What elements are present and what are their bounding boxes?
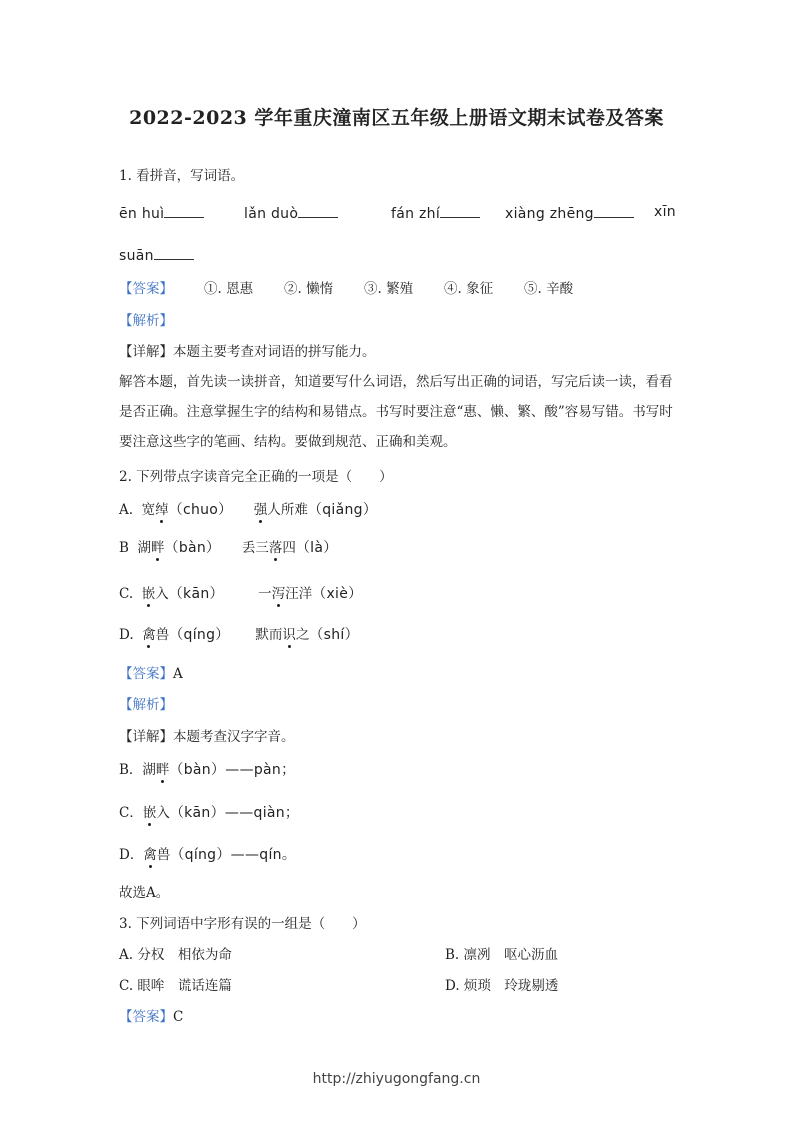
q1-answer-row — [119, 280, 173, 298]
q3-option-c: C. 眼哞 谎话连篇 — [119, 978, 232, 994]
q1-pinyin-5: xīn — [654, 204, 676, 220]
q1-pinyin-5-cont: suān — [119, 245, 194, 265]
q3-option-a: A. 分权 相依为命 — [119, 947, 232, 963]
footer-url: http://zhiyugongfang.cn — [312, 1071, 481, 1087]
q1-pinyin-2: lǎn duò — [244, 203, 338, 223]
answer-tag: 【答案】 — [119, 281, 173, 297]
q1-stem: 1. 看拼音，写词语。 — [119, 168, 245, 184]
q2-option-d: D. 禽兽（qíng） 默而识之（shí） — [119, 627, 359, 643]
q1-analysis-tag: 【解析】 — [119, 313, 173, 329]
q2-detail: 【详解】本题考查汉字字音。 — [119, 729, 295, 745]
q2-note-c: C．嵌入（kān）——qiàn； — [119, 805, 300, 821]
q1-answer-1: ①. 恩惠 — [204, 281, 254, 297]
q3-answer: 【答案】C — [119, 1009, 184, 1025]
q1-pinyin-1: ēn huì — [119, 203, 204, 223]
q1-answer-5: ⑤. 辛酸 — [524, 281, 574, 297]
q1-pinyin-3: fán zhí — [391, 203, 480, 223]
q3-stem: 3. 下列词语中字形有误的一组是（ ） — [119, 916, 366, 932]
q3-option-d: D. 烦琐 玲珑剔透 — [445, 978, 559, 994]
q2-note-b: B．湖畔（bàn）——pàn； — [119, 762, 296, 778]
q2-note-d: D．禽兽（qíng）——qín。 — [119, 847, 297, 863]
q1-detail: 【详解】本题主要考查对词语的拼写能力。 — [119, 344, 376, 360]
q2-option-b: B 湖畔（bàn） 丢三落四（là） — [119, 540, 338, 556]
q2-answer: 【答案】A — [119, 666, 183, 682]
q2-analysis-tag: 【解析】 — [119, 697, 173, 713]
q2-option-c: C. 嵌入（kān） 一泻汪洋（xiè） — [119, 586, 363, 602]
q1-answer-4: ④. 象征 — [444, 281, 494, 297]
q2-conclusion: 故选A。 — [119, 885, 170, 901]
q2-option-a: A. 宽绰（chuo） 强人所难（qiǎng） — [119, 502, 378, 518]
q1-pinyin-4: xiàng zhēng — [505, 203, 634, 223]
q1-answer-2: ②. 懒惰 — [284, 281, 334, 297]
q3-option-b: B. 凛冽 呕心沥血 — [445, 947, 559, 963]
q2-stem: 2. 下列带点字读音完全正确的一项是（ ） — [119, 469, 393, 485]
q1-answer-3: ③. 繁殖 — [364, 281, 414, 297]
q1-explain: 解答本题，首先读一读拼音，知道要写什么词语，然后写出正确的词语，写完后读一读，看看是否正确。注意掌握生字的结构和易错点。书写时要注意“惠、懒、繁、酸”容易写错。书写时要注意这些字的笔画、结构。要做到规范、正确和美观。 — [119, 374, 673, 450]
page-title: 2022-2023 学年重庆潼南区五年级上册语文期末试卷及答案 — [129, 107, 664, 129]
